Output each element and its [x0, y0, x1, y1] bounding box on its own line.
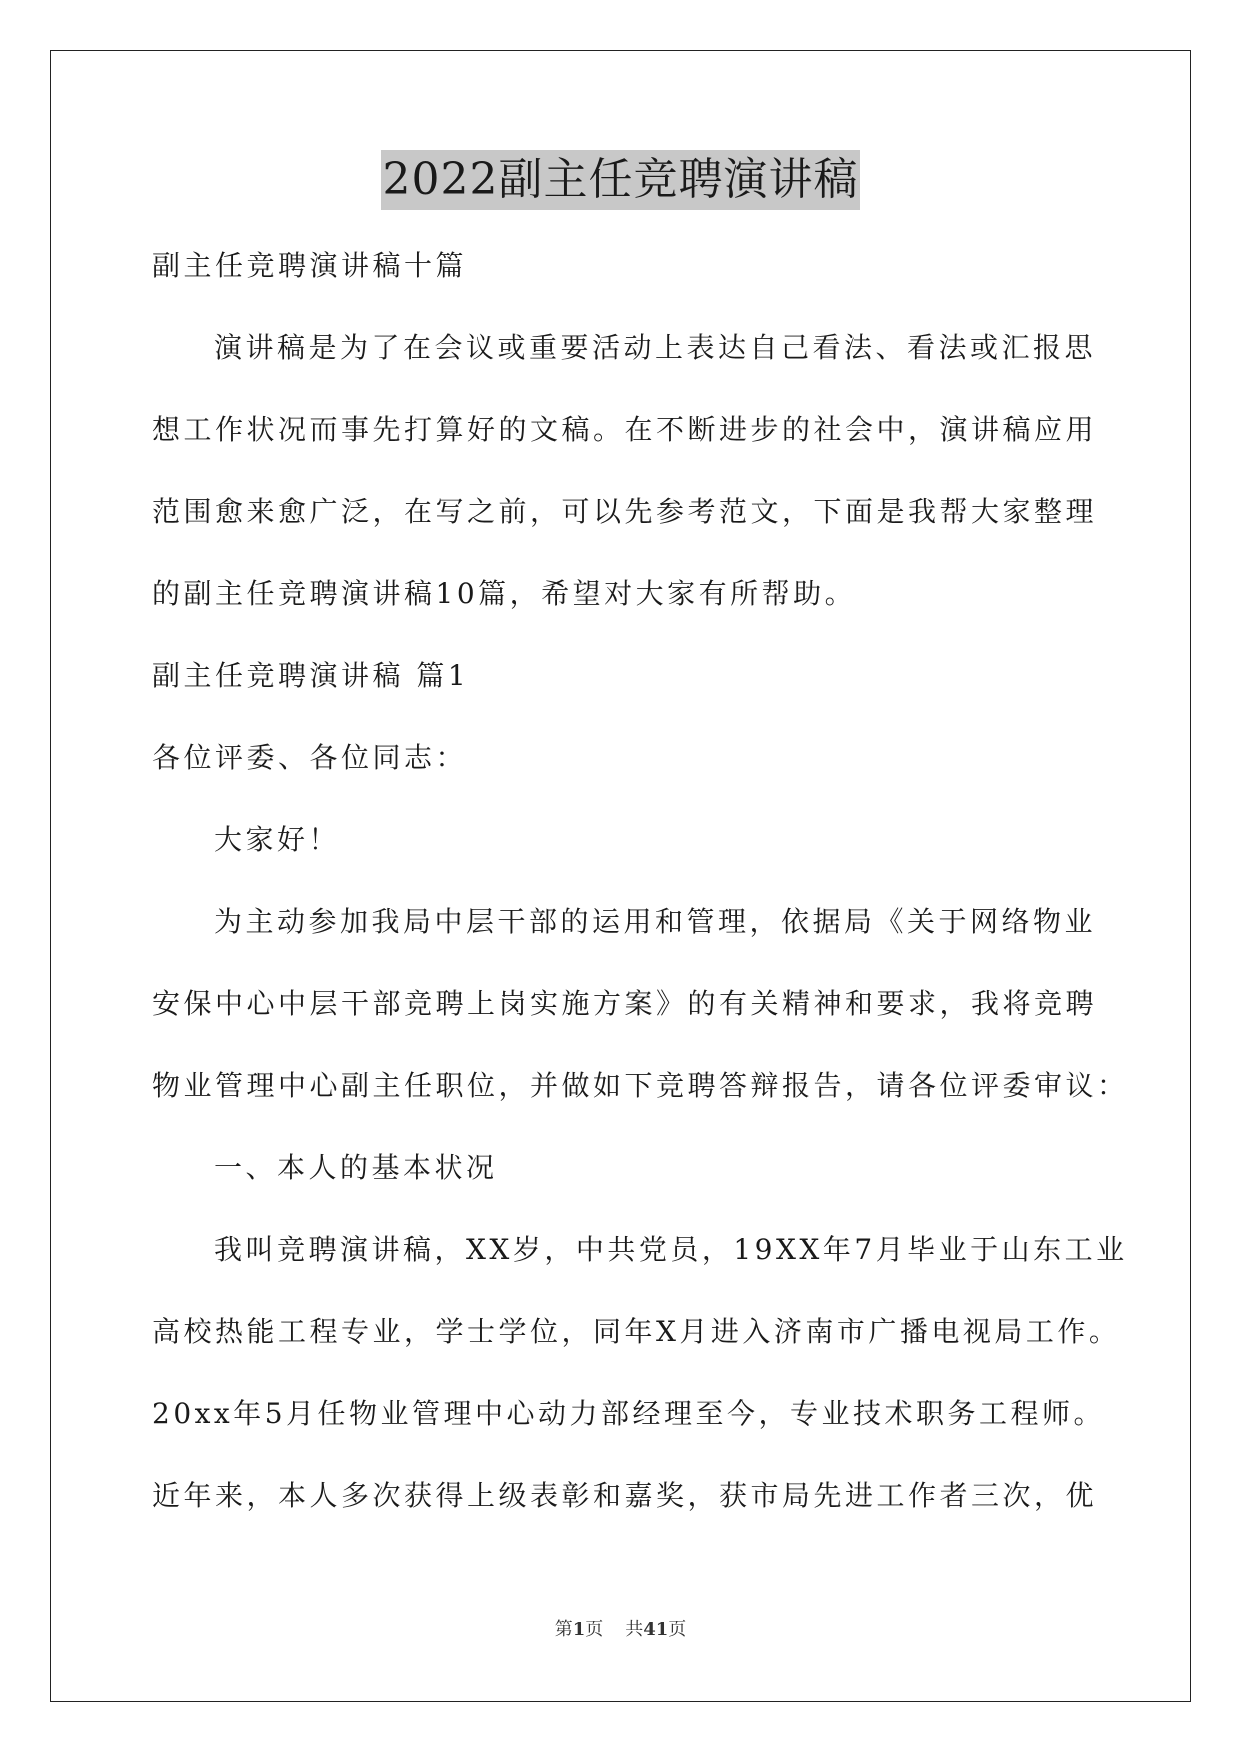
document-title: 2022副主任竞聘演讲稿	[381, 150, 861, 210]
page-footer	[0, 1615, 1241, 1641]
text-line: 安保中心中层干部竞聘上岗实施方案》的有关精神和要求，我将竞聘	[152, 987, 1098, 1020]
text-line: 物业管理中心副主任职位，并做如下竞聘答辩报告，请各位评委审议：	[152, 1069, 1129, 1102]
footer-total-prefix: 共	[625, 1619, 644, 1640]
footer-prefix: 第	[554, 1619, 573, 1640]
text-line: 一、本人的基本状况	[214, 1151, 498, 1184]
text-line: 为主动参加我局中层干部的运用和管理，依据局《关于网络物业	[214, 905, 1097, 938]
text-line: 大家好！	[214, 823, 341, 856]
document-body	[152, 225, 1129, 1537]
text-line: 各位评委、各位同志：	[152, 741, 468, 774]
footer-page-number: 1	[572, 1619, 586, 1640]
text-line: 演讲稿是为了在会议或重要活动上表达自己看法、看法或汇报思	[214, 331, 1097, 364]
text-line: 范围愈来愈广泛，在写之前，可以先参考范文，下面是我帮大家整理	[152, 495, 1098, 528]
text-line: 副主任竞聘演讲稿十篇	[152, 249, 468, 282]
footer-total-suffix: 页	[668, 1619, 687, 1640]
text-line: 副主任竞聘演讲稿 篇1	[152, 659, 470, 692]
text-line: 高校热能工程专业，学士学位，同年X月进入济南市广播电视局工作。	[152, 1315, 1121, 1348]
footer-page-suffix: 页	[585, 1619, 604, 1640]
text-line: 想工作状况而事先打算好的文稿。在不断进步的社会中，演讲稿应用	[152, 413, 1098, 446]
footer-total-pages: 41	[643, 1619, 669, 1640]
title-container	[0, 150, 1241, 210]
text-line: 20xx年5月任物业管理中心动力部经理至今，专业技术职务工程师。	[152, 1397, 1106, 1430]
text-line: 近年来，本人多次获得上级表彰和嘉奖，获市局先进工作者三次，优	[152, 1479, 1098, 1512]
text-line: 我叫竞聘演讲稿，XX岁，中共党员，19XX年7月毕业于山东工业	[214, 1233, 1128, 1266]
text-line: 的副主任竞聘演讲稿10篇，希望对大家有所帮助。	[152, 577, 857, 610]
